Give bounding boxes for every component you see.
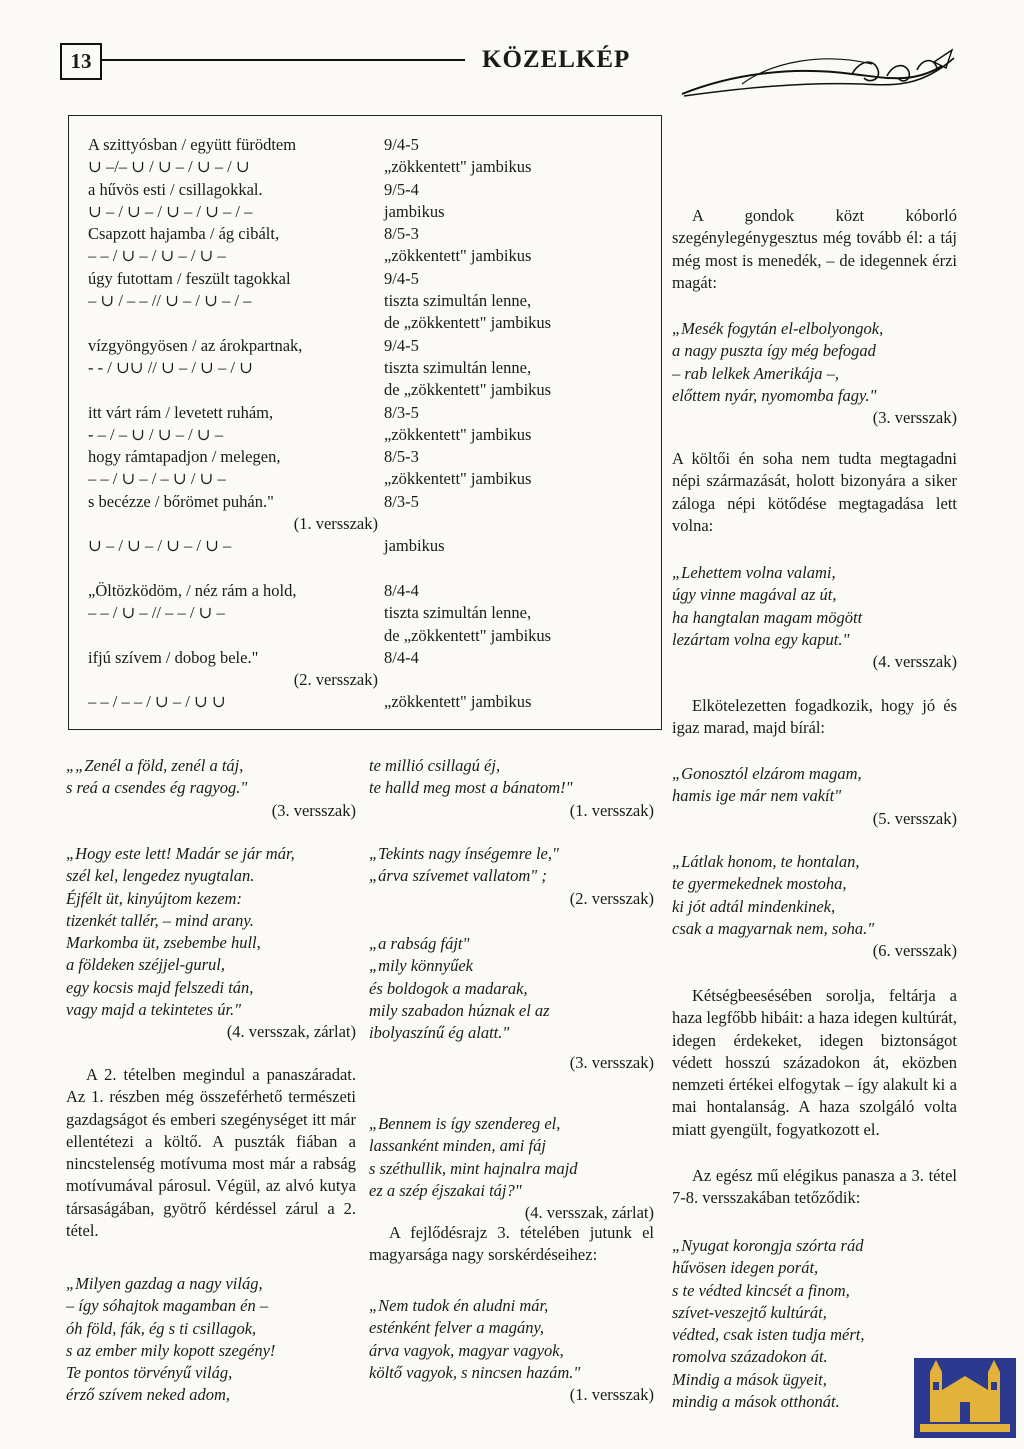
table-line: 8/4-4 (384, 647, 419, 667)
quote-line: „Nem tudok én aludni már, (369, 1296, 549, 1315)
table-line: (1. versszak) (293, 514, 378, 534)
quote-line: te millió csillagú éj, (369, 756, 501, 775)
table-line: „zökkentett" jambikus (384, 424, 532, 444)
table-line: - - / ∪∪ // ∪ – / ∪ – / ∪ (88, 357, 253, 377)
table-line: (2. versszak) (293, 670, 378, 690)
quote-line: mindig a mások otthonát. (672, 1392, 840, 1412)
table-line: 9/5-4 (384, 179, 419, 199)
table-line: – – / ∪ – // – – / ∪ – (88, 603, 225, 623)
col3-quote-5 (672, 1235, 912, 1413)
table-line (384, 558, 654, 580)
table-line: „zökkentett" jambikus (384, 469, 532, 489)
page-number: 13 (60, 43, 102, 80)
table-line: „zökkentett" jambikus (384, 157, 532, 177)
table-line: 8/5-3 (384, 224, 419, 244)
quote-line: hamis ige már nem vakít" (672, 786, 842, 806)
quote-line: érző szívem neked adom, (66, 1385, 231, 1405)
table-line (88, 625, 378, 647)
quote-line: „a rabság fájt" (369, 934, 470, 953)
stanza-reference: (1. versszak) (569, 1385, 654, 1405)
quote-line: úgy vinne magával az út, (672, 585, 837, 605)
table-line: – – / ∪ – / – ∪ / ∪ – (88, 469, 226, 489)
table-line (88, 379, 378, 401)
table-line: 9/4-5 (384, 135, 419, 154)
col3-quote-1 (672, 318, 957, 429)
church-logo-icon (914, 1358, 1016, 1438)
quote-line: Éjfélt üt, kinyújtom kezem: (66, 888, 242, 908)
quote-line: előttem nyár, nyomomba fagy." (672, 385, 877, 405)
col3-paragraph-5: Az egész mű elégikus panasza a 3. tétel 7-8. versszakában tetőződik: (672, 1166, 957, 1208)
col2-quote-3 (369, 933, 654, 1075)
table-line: „zökkentett" jambikus (384, 692, 532, 712)
table-line: 8/3-5 (384, 402, 419, 422)
quote-line: „Bennem is így szendereg el, (369, 1114, 561, 1133)
table-line: - – / – ∪ / ∪ – / ∪ – (88, 424, 223, 444)
quote-line: „Látlak honom, te hontalan, (672, 852, 860, 871)
table-line: jambikus (384, 201, 445, 221)
quote-line: esténként felver a magány, (369, 1318, 545, 1338)
col3-paragraph-3: Elkötelezetten fogadkozik, hogy jó és igaz marad, majd bírál: (672, 696, 957, 738)
col3-quote-2 (672, 562, 957, 673)
col1-quote-3 (66, 1273, 356, 1407)
table-line: tiszta szimultán lenne, (384, 603, 532, 623)
table-line: 9/4-5 (384, 268, 419, 288)
quote-line: ez a szép éjszakai táj?" (369, 1180, 522, 1200)
quote-line: s reá a csendes ég ragyog." (66, 778, 248, 798)
table-line: de „zökkentett" jambikus (384, 313, 552, 333)
table-line: ∪ –/– ∪ / ∪ – / ∪ – / ∪ (88, 157, 250, 177)
col1-quote-2 (66, 843, 356, 1044)
table-line: de „zökkentett" jambikus (384, 380, 552, 400)
col1-quote-1 (66, 755, 356, 822)
quill-ornament-icon (672, 44, 962, 102)
stanza-reference: (4. versszak, zárlat) (226, 1022, 356, 1042)
quote-line: árva vagyok, magyar vagyok, (369, 1340, 564, 1360)
quote-line: s az ember mily kopott szegény! (66, 1340, 276, 1360)
quote-line: „Nyugat korongja szórta rád (672, 1236, 864, 1255)
table-line: „Öltözködöm, / néz rám a hold, (88, 580, 297, 600)
quote-line: és boldogok a madarak, (369, 978, 528, 998)
quote-line: lassanként minden, ami fáj (369, 1136, 546, 1156)
quote-line: mily szabadon húznak el az (369, 1000, 550, 1020)
table-line: de „zökkentett" jambikus (384, 625, 552, 645)
table-line: tiszta szimultán lenne, (384, 291, 532, 311)
col3-quote-3 (672, 763, 957, 830)
quote-line: ki jót adtál mindenkinek, (672, 896, 836, 916)
stanza-reference: (6. versszak) (872, 941, 957, 961)
header-rule (100, 59, 465, 61)
quote-line: ibolyaszínű ég alatt." (369, 1023, 510, 1043)
col3-paragraph-2: A költői én soha nem tudta megtagadni népi származását, holott bizonyára a siker záloga népi kötődése megtagadása lett volna: (672, 449, 957, 535)
quote-line: „Gonosztól elzárom magam, (672, 764, 862, 783)
table-line: Csapzott hajamba / ág cibált, (88, 224, 280, 244)
col2-quote-1 (369, 755, 654, 822)
scansion-meter-column (384, 134, 654, 714)
table-line: ∪ – / ∪ – / ∪ – / ∪ – / – (88, 201, 253, 221)
quote-line: védted, csak isten tudja mért, (672, 1325, 865, 1345)
table-line: – ∪ / – – // ∪ – / ∪ – / – (88, 291, 252, 311)
quote-line: „Mesék fogytán el-elbolyongok, (672, 319, 884, 338)
stanza-reference: (3. versszak) (872, 408, 957, 428)
table-line: jambikus (384, 536, 445, 556)
table-line: 9/4-5 (384, 335, 419, 355)
table-line: úgy futottam / feszült tagokkal (88, 268, 291, 288)
quote-line: te gyermekednek mostoha, (672, 874, 847, 894)
section-title: KÖZELKÉP (482, 46, 631, 73)
quote-line: a földeken széjjel-gurul, (66, 955, 226, 975)
quote-line: – így sóhajtok magamban én – (66, 1296, 269, 1316)
table-line (384, 669, 654, 691)
quote-line: tizenkét tallér, – mind arany. (66, 910, 254, 930)
col2-quote-2 (369, 843, 654, 910)
quote-line: romolva századokon át. (672, 1347, 828, 1367)
col3-paragraph-1: A gondok közt kóborló szegénylegénygesztus még tovább él: a táj még most is menedék, – de idegennek érzi magát: (672, 206, 957, 292)
stanza-reference: (2. versszak) (569, 888, 654, 908)
table-line: hogy rámtapadjon / melegen, (88, 447, 281, 467)
table-line: A szittyósban / együtt fürödtem (88, 135, 297, 154)
quote-line: s széthullik, mint hajnalra majd (369, 1158, 578, 1178)
quote-line: „mily könnyűek (369, 956, 474, 976)
col2-paragraph: A fejlődésrajz 3. tételében jutunk el magyarsága nagy sorskérdéseihez: (369, 1223, 654, 1265)
table-line: – – / ∪ – / ∪ – / ∪ – (88, 246, 226, 266)
table-line: 8/5-3 (384, 447, 419, 467)
table-line: 8/4-4 (384, 580, 419, 600)
quote-line: csak a magyarnak nem, soha." (672, 918, 875, 938)
quote-line: Mindig a mások ügyeit, (672, 1369, 827, 1389)
quote-line: hűvösen idegen porát, (672, 1258, 819, 1278)
scansion-verse-column (88, 134, 378, 714)
quote-line: ha hangtalan magam mögött (672, 607, 863, 627)
quote-line: Markomba üt, zsebembe hull, (66, 933, 261, 953)
table-line: itt várt rám / levetett ruhám, (88, 402, 274, 422)
quote-line: költő vagyok, s nincsen hazám." (369, 1362, 581, 1382)
stanza-reference: (4. versszak) (872, 652, 957, 672)
quote-line: te halld meg most a bánatom!" (369, 778, 573, 798)
table-line: ifjú szívem / dobog bele." (88, 647, 259, 667)
stanza-reference: (5. versszak) (872, 808, 957, 828)
table-line: – – / – – / ∪ – / ∪ ∪ (88, 692, 226, 712)
quote-line: óh föld, fák, ég s ti csillagok, (66, 1318, 257, 1338)
quote-line: „Tekints nagy ínségemre le," (369, 844, 559, 863)
quote-line: „Milyen gazdag a nagy világ, (66, 1274, 263, 1293)
col3-paragraph-4: Kétségbeesésében sorolja, feltárja a haza legfőbb hibáit: a haza idegen kultúrát, idegen érdekeket, idegen biztonságot védett hosszú századokon át, eközben nemzeti értékei elfogytak – így alakult ki a mai hontalanság. A haza szolgáló volta miatt gyengült, fogyatkozott el. (672, 986, 957, 1139)
col3-quote-4 (672, 851, 957, 962)
table-line: ∪ – / ∪ – / ∪ – / ∪ – (88, 536, 232, 556)
stanza-reference: (1. versszak) (569, 800, 654, 820)
quote-line: szívet-veszejtő kultúrát, (672, 1302, 827, 1322)
quote-line: szél kel, lengedez nyugtalan. (66, 866, 255, 886)
quote-line: „„Zenél a föld, zenél a táj, (66, 756, 244, 775)
table-line: s becézze / bőrömet puhán." (88, 491, 274, 511)
table-line (384, 513, 654, 535)
stanza-reference: (3. versszak) (569, 1053, 654, 1073)
quote-line: a nagy puszta így még befogad (672, 341, 876, 361)
col1-paragraph: A 2. tételben megindul a panaszáradat. Az 1. részben még összeférhető természeti gazdagságot és emberi szegénységet itt már ellentétezi a költő. A puszták fiában a nincstelenség motívuma most már a rabság motívumával párosul. Végül, az alvó kutya társaságában, gyötrő kérdéssel zárul a 2. tétel. (66, 1065, 356, 1241)
quote-line: „árva szívemet vallatom" ; (369, 866, 547, 886)
quote-line: egy kocsis majd felszedi tán, (66, 977, 254, 997)
quote-line: lezártam volna egy kaput." (672, 629, 850, 649)
stanza-reference: (3. versszak) (271, 800, 356, 820)
quote-line: „Lehettem volna valami, (672, 563, 836, 582)
table-line: vízgyöngyösen / az árokpartnak, (88, 335, 303, 355)
table-line: 8/3-5 (384, 491, 419, 511)
table-line (88, 312, 378, 334)
table-line: „zökkentett" jambikus (384, 246, 532, 266)
quote-line: – rab lelkek Amerikája –, (672, 363, 839, 383)
quote-line: Te pontos törvényű világ, (66, 1363, 233, 1383)
stanza-reference: (4. versszak, zárlat) (524, 1203, 654, 1223)
col2-quote-5 (369, 1295, 654, 1406)
quote-line: s te védted kincsét a finom, (672, 1280, 850, 1300)
table-line: tiszta szimultán lenne, (384, 357, 532, 377)
table-line: a hűvös esti / csillagokkal. (88, 179, 263, 199)
quote-line: vagy majd a tekintetes úr." (66, 1000, 242, 1020)
col2-quote-4 (369, 1113, 654, 1224)
table-line (88, 558, 378, 580)
quote-line: „Hogy este lett! Madár se jár már, (66, 844, 295, 863)
